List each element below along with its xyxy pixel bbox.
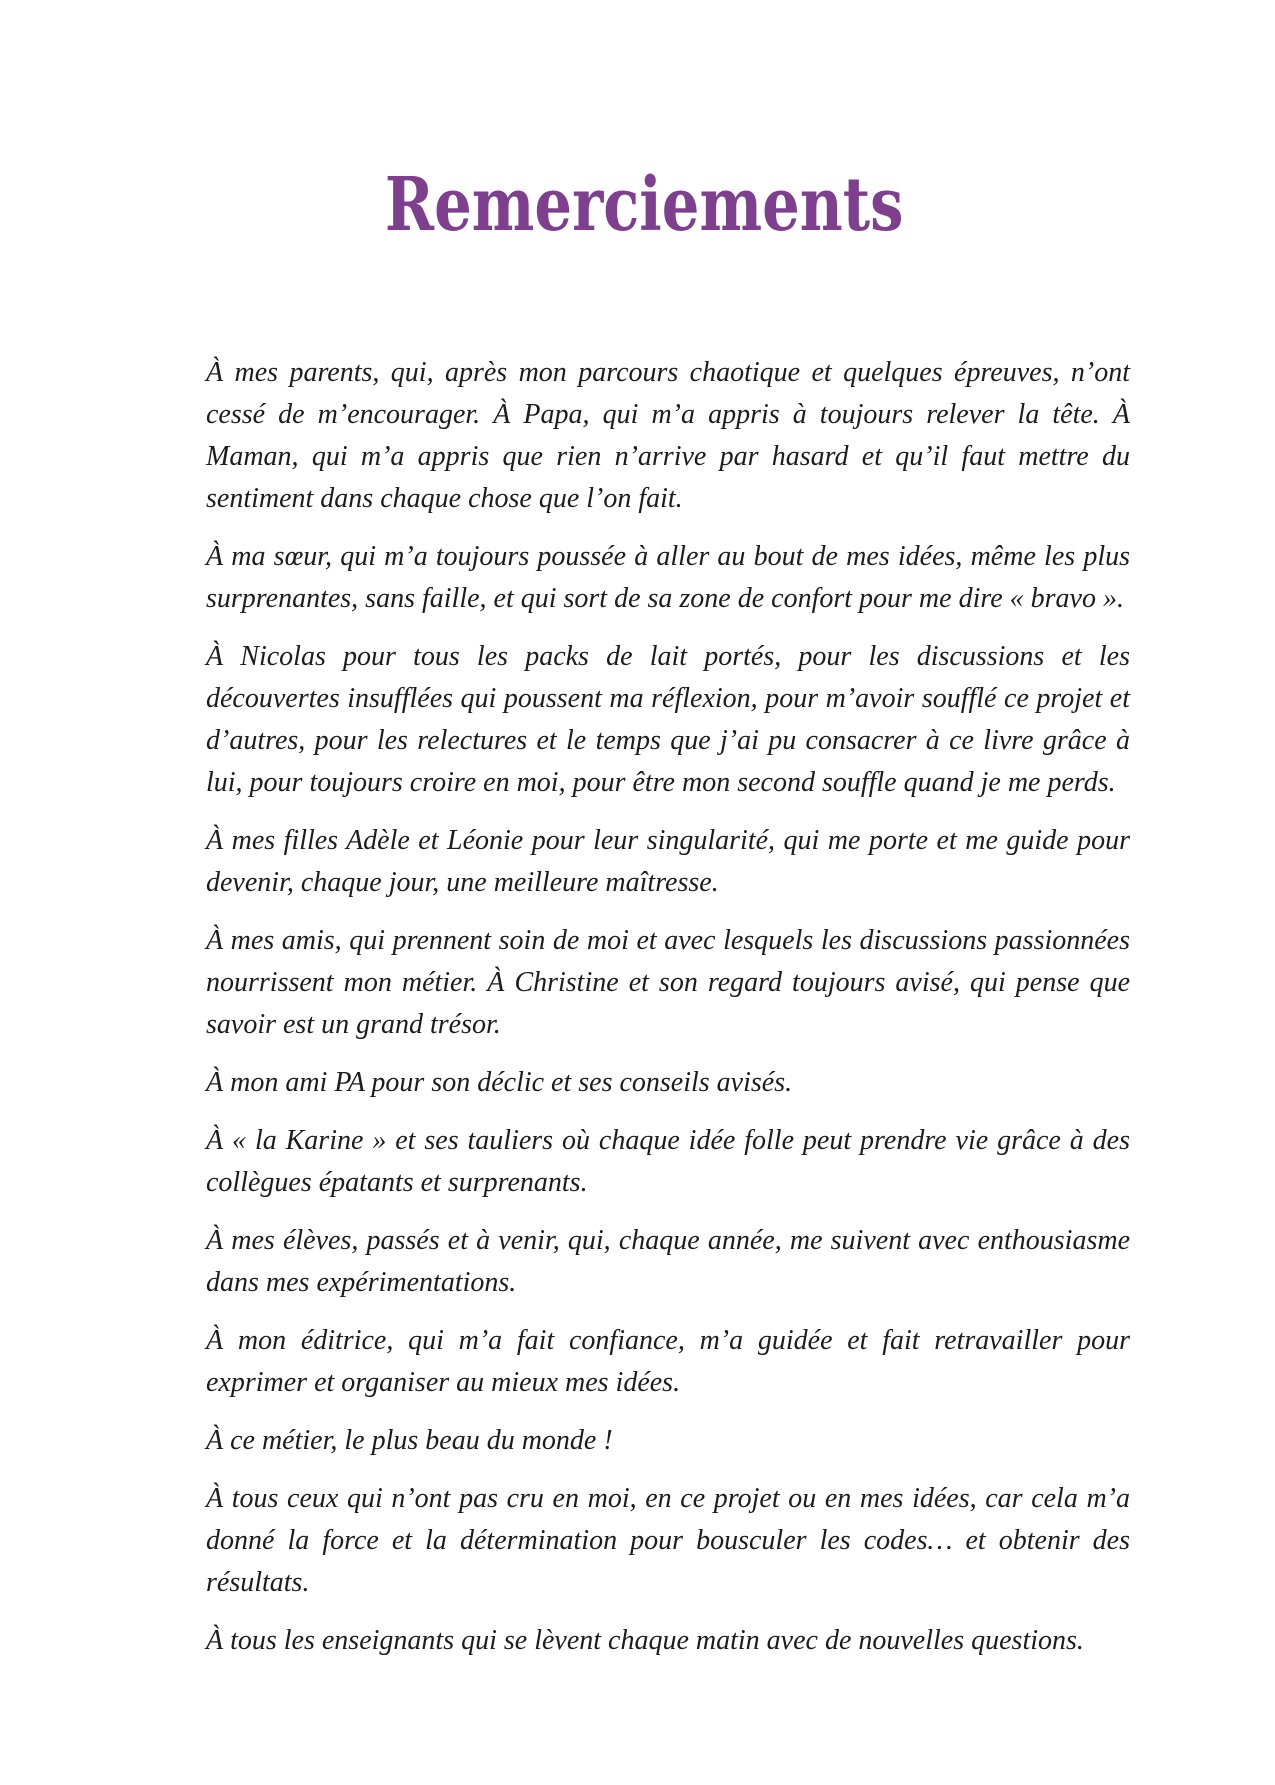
paragraph-nicolas: À Nicolas pour tous les packs de lait portés, pour les discussions et les découvertes insufflées qui poussent ma réflexion, pour m’avoir soufflé ce projet et d’autres, pour les relectures et le temps que j’ai pu consacrer à ce livre grâce à lui, pour toujours croire en moi, pour être mon second souffle quand je me perds. xyxy=(206,641,1130,798)
paragraph-friends: À mes amis, qui prennent soin de moi et avec lesquels les discussions passionnées nourrissent mon métier. À Christine et son regard toujours avisé, qui pense que savoir est un grand trésor. xyxy=(206,925,1130,1040)
paragraph-teachers: À tous les enseignants qui se lèvent chaque matin avec de nouvelles questions. xyxy=(206,1625,1084,1656)
paragraph-profession: À ce métier, le plus beau du monde ! xyxy=(206,1425,613,1456)
page-title: Remerciements xyxy=(384,162,904,248)
paragraph-pa: À mon ami PA pour son déclic et ses conseils avisés. xyxy=(206,1067,793,1098)
paragraph-editor: À mon éditrice, qui m’a fait confiance, m’a guidée et fait retravailler pour exprimer et organiser au mieux mes idées. xyxy=(206,1325,1130,1398)
paragraph-students: À mes élèves, passés et à venir, qui, chaque année, me suivent avec enthousiasme dans mes expérimentations. xyxy=(206,1225,1130,1298)
paragraph-karine: À « la Karine » et ses tauliers où chaque idée folle peut prendre vie grâce à des collègues épatants et surprenants. xyxy=(206,1125,1130,1198)
paragraph-doubters: À tous ceux qui n’ont pas cru en moi, en ce projet ou en mes idées, car cela m’a donné la force et la détermination pour bousculer les codes… et obtenir des résultats. xyxy=(206,1483,1130,1598)
paragraph-sister: À ma sœur, qui m’a toujours poussée à aller au bout de mes idées, même les plus surprenantes, sans faille, et qui sort de sa zone de confort pour me dire « bravo ». xyxy=(206,541,1130,614)
paragraph-parents: À mes parents, qui, après mon parcours chaotique et quelques épreuves, n’ont cessé de m’encourager. À Papa, qui m’a appris à toujours relever la tête. À Maman, qui m’a appris que rien n’arrive par hasard et qu’il faut mettre du sentiment dans chaque chose que l’on fait. xyxy=(206,357,1130,514)
acknowledgements-body xyxy=(206,352,1130,1678)
paragraph-daughters: À mes filles Adèle et Léonie pour leur singularité, qui me porte et me guide pour devenir, chaque jour, une meilleure maîtresse. xyxy=(206,825,1130,898)
